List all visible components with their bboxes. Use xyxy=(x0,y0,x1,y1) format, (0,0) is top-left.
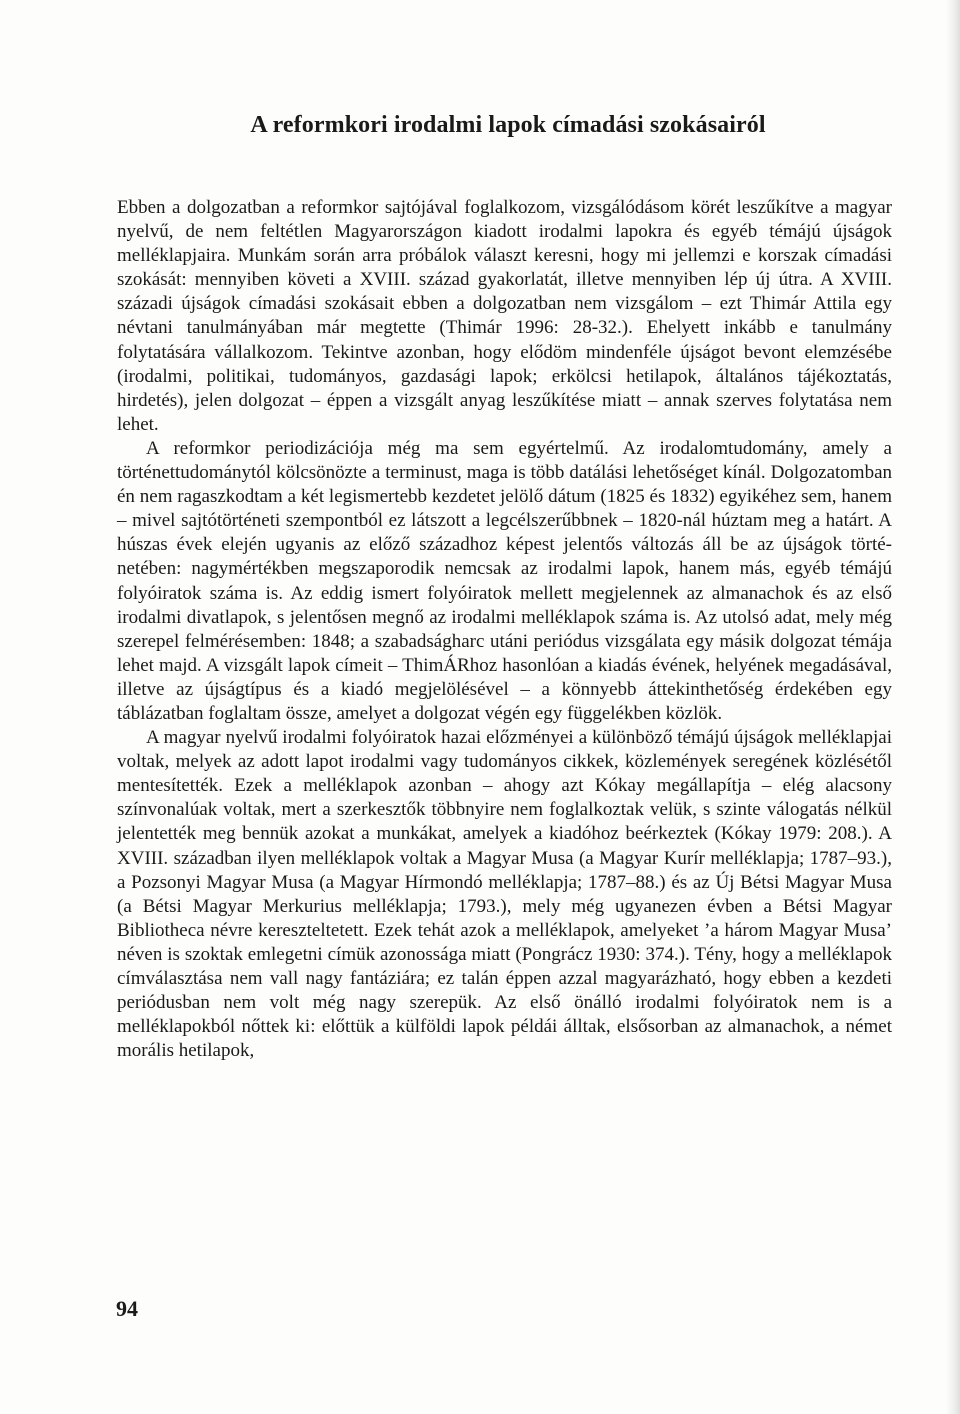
paragraph-3: A magyar nyelvű irodalmi folyóiratok hazai előzményei a különböző témájú újságok melléklapjai voltak, melyek az adott lapot irodalmi vagy tudományos cikkek, közlemények seregének közlésétől mentesítették. Ezek a melléklapok azonban – ahogy azt Kókay megállapítja – elég alacsony színvonalúak voltak, mert a szerkesztők többnyire nem foglalkoztak velük, s szinte válogatás nélkül jelentették meg bennük azokat a munkákat, amelyek a kiadóhoz beérkeztek (Kókay 1979: 208.). A XVIII. században ilyen melléklapok voltak a Magyar Musa (a Magyar Kurír melléklapja; 1787–93.), a Pozsonyi Magyar Musa (a Magyar Hírmondó melléklapja; 1787–88.) és az Új Bétsi Magyar Musa (a Bétsi Magyar Merkurius melléklapja; 1793.), mely még ugyanezen évben a Bétsi Magyar Bibliotheca névre kereszteltetett. Ezek tehát azok a melléklapok, amelyeket ’a három Magyar Musa’ néven is szoktak emlegetni címük azonossága miatt (Pongrácz 1930: 374.). Tény, hogy a melléklapok címválasztása nem vall nagy fantáziára; ez talán éppen azzal magyarázható, hogy ebben a kezdeti periódusban nem volt még nagy szerepük. Az első önálló irodalmi folyóiratok nem is a melléklapokból nőttek ki: előttük a külföldi lapok példái álltak, elsősorban az almanachok, a német morális hetilapok, xyxy=(117,727,892,1062)
article-title: A reformkori irodalmi lapok címadási szokásairól xyxy=(250,112,766,138)
paragraph-1: Ebben a dolgozatban a reformkor sajtójával foglalkozom, vizsgálódásom körét leszűkítve a magyar nyelvű, de nem feltétlen Magyarországon kiadott irodalmi lapokra és egyéb témájú újságok melléklapjaira. Munkám során arra próbálok választ keresni, hogy mi jellemzi e korszak címadási szokását: mennyiben követi a XVIII. század gyakorlatát, illetve mennyiben lép új útra. A XVIII. századi újságok címadási szokásait ebben a dolgozatban nem vizsgálom – ezt Thimár Attila egy névtani tanulmányában már megtette (Thimár 1996: 28-32.). Ehelyett inkább e tanulmány folytatására vállalkozom. Tekintve azonban, hogy elődöm mindenféle újságot bevont elemzésébe (irodalmi, politikai, tudományos, gazdasági lapok; erkölcsi hetilapok, általános tájékoztatás, hirdetés), jelen dolgozat – éppen a vizsgált anyag leszűkítése miatt – annak szerves folytatása nem lehet. xyxy=(117,197,892,435)
article-body xyxy=(117,196,892,1063)
page-edge-shadow xyxy=(946,0,960,1414)
paragraph-2: A reformkor periodizációja még ma sem egyértelmű. Az irodalomtudomány, amely a történettudománytól kölcsönözte a terminust, maga is több datálási lehetőséget kínál. Dolgozatomban én nem ragaszkodtam a két legismertebb kezdetet jelölő dátum (1825 és 1832) egyikéhez sem, hanem – mivel sajtótörténeti szempontból ez látszott a legcélszerűbbnek – 1820-nál húztam meg a határt. A húszas évek elején ugyanis az előző századhoz képest jelentős változás áll be az újságok történetében: nagymértékben megszaporodik nemcsak az irodalmi lapok, hanem más, egyéb témájú folyóiratok száma is. Az eddig ismert folyóiratok mellett megjelennek az almanachok és az első irodalmi divatlapok, s jelentősen megnő az irodalmi melléklapok száma is. Az utolsó adat, mely még szerepel felmérésemben: 1848; a szabadságharc utáni periódus vizsgálata egy másik dolgozat témája lehet majd. A vizsgált lapok címeit – ThimÁRhoz hasonlóan a kiadás évének, helyének megadásával, illetve az újságtípus és a kiadó megjelölésével – a könnyebb áttekinthetőség érdekében egy táblázatban foglaltam össze, amelyet a dolgozat végén egy függelékben közlök. xyxy=(117,437,892,724)
page-number: 94 xyxy=(116,1296,138,1321)
